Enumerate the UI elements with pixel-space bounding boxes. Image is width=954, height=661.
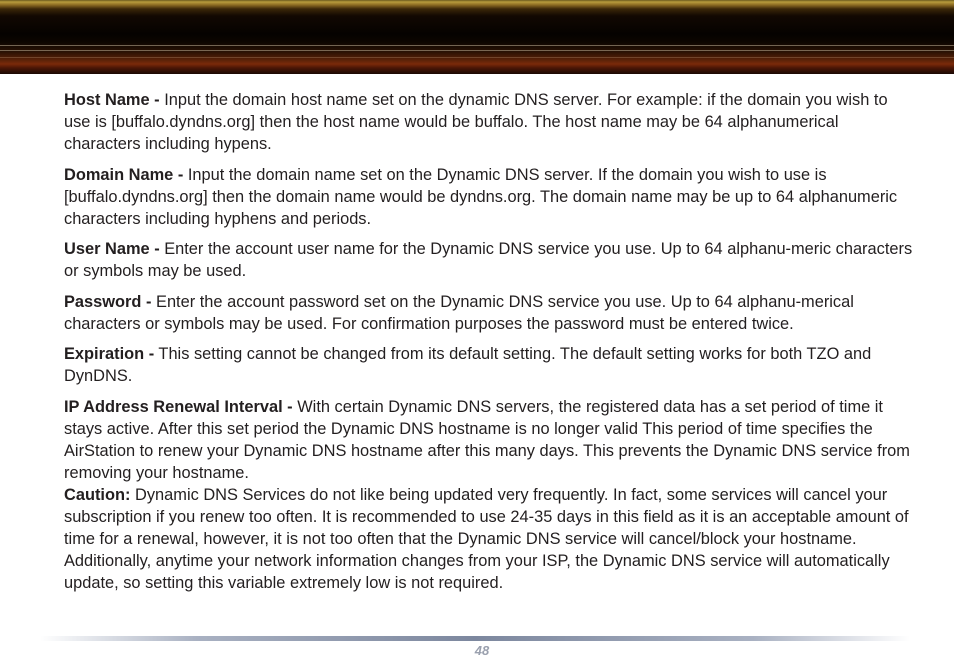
renewal-interval-description: With certain Dynamic DNS servers, the registered data has a set period of time it stays active. After this set period the Dynamic DNS hostname is no longer valid This period of time specifies the AirStation to renew your Dynamic DNS hostname after this many days. This prevents the Dynamic DNS service from removing your hostname. xyxy=(64,397,910,482)
caution-term: Caution: xyxy=(64,485,131,504)
renewal-interval-term: IP Address Renewal Interval - xyxy=(64,397,293,416)
domain-name-paragraph xyxy=(64,164,916,230)
user-name-description: Enter the account user name for the Dynamic DNS service you use. Up to 64 alphanu-meric characters or symbols may be used. xyxy=(64,240,913,280)
header-banner xyxy=(0,0,954,74)
page-body xyxy=(64,89,916,602)
header-line xyxy=(0,57,954,58)
expiration-term: Expiration - xyxy=(64,345,155,363)
header-line xyxy=(0,45,954,46)
host-name-paragraph xyxy=(64,89,916,155)
footer-rule xyxy=(40,636,910,641)
domain-name-description: Input the domain name set on the Dynamic DNS server. If the domain you wish to use is [buffalo.dyndns.org] then the domain name would be dyndns.org. The domain name may be up to 64 alphanumeric characters including hyphens and periods. xyxy=(64,165,898,228)
header-line xyxy=(0,50,954,51)
user-name-term: User Name - xyxy=(64,240,160,258)
expiration-paragraph xyxy=(64,343,916,387)
password-description: Enter the account password set on the Dynamic DNS service you use. Up to 64 alphanu-merical characters or symbols may be used. For confirmation purposes the password must be entered twice. xyxy=(64,292,854,333)
host-name-term: Host Name - xyxy=(64,91,160,109)
expiration-description: This setting cannot be changed from its default setting. The default setting works for both TZO and DynDNS. xyxy=(64,345,872,385)
domain-name-term: Domain Name - xyxy=(64,165,184,184)
caution-paragraph xyxy=(64,484,916,594)
password-paragraph xyxy=(64,291,916,335)
renewal-interval-paragraph xyxy=(64,396,916,484)
password-term: Password - xyxy=(64,292,152,311)
page-number: 48 xyxy=(474,643,490,658)
caution-description: Dynamic DNS Services do not like being updated very frequently. In fact, some services will cancel your subscription if you renew too often. It is recommended to use 24-35 days in this field as it is an acceptable amount of time for a renewal, however, it is not too often that the Dynamic DNS service will cancel/block your hostname. Additionally, anytime your network information changes from your ISP, the Dynamic DNS service will automatically update, so setting this variable extremely low is not required. xyxy=(64,485,909,592)
user-name-paragraph xyxy=(64,238,916,282)
host-name-description: Input the domain host name set on the dynamic DNS server. For example: if the domain you wish to use is [buffalo.dyndns.org] then the host name would be buffalo. The host name may be 64 alphanumerical characters including hypens. xyxy=(64,91,888,153)
